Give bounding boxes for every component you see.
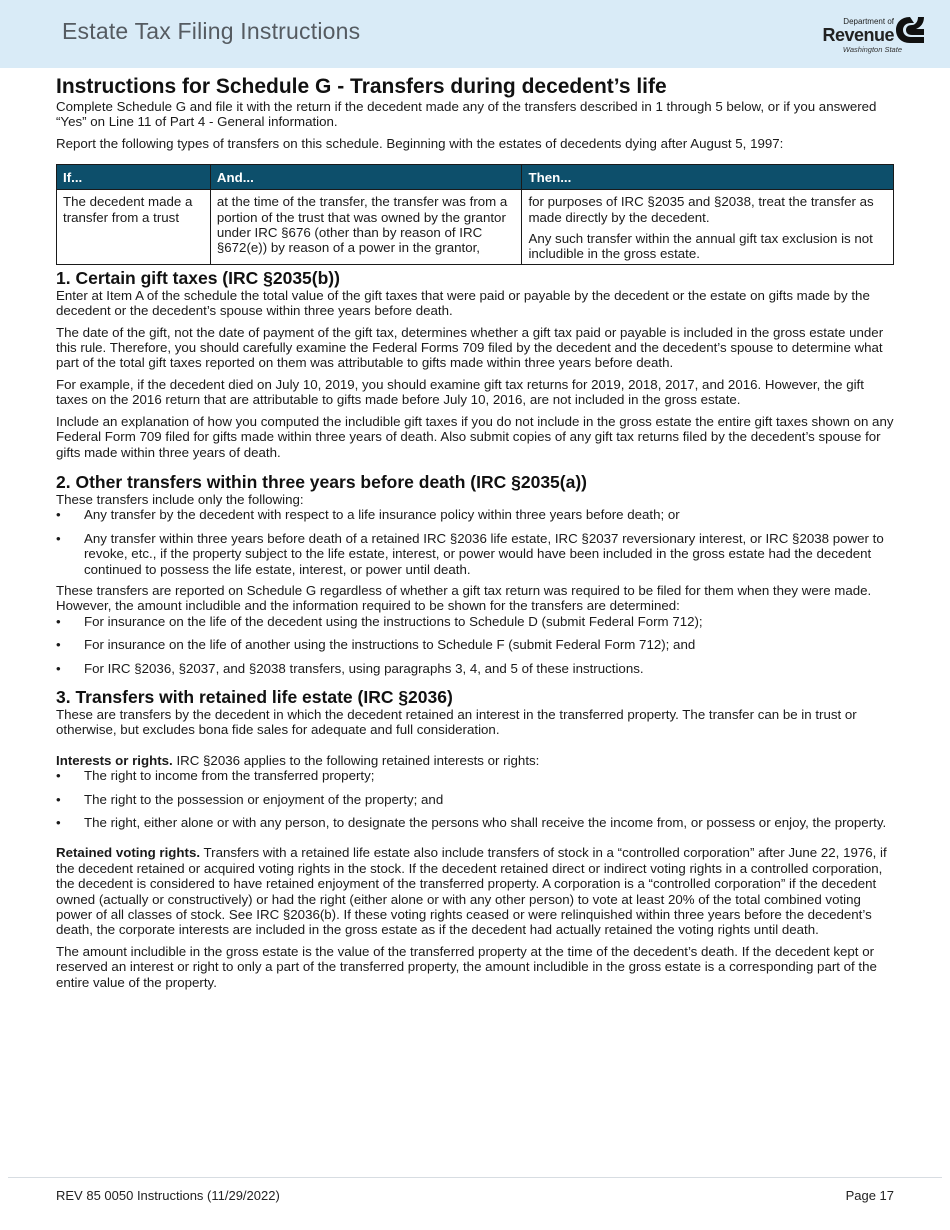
logo-dept-text: Department of (843, 17, 894, 26)
s3-final-paragraph: The amount includible in the gross estate is the value of the transferred property at the time of the decedent’s death. If the decedent kept or reserved an interest or right to only a part of the transferred property, the amount includible in the gross estate is a corresponding part of the entire value of the property. (56, 943, 877, 990)
section-1-heading: 1. Certain gift taxes (IRC §2035(b)) (56, 267, 340, 288)
page-header (0, 0, 950, 68)
s2-mid-paragraph: These transfers are reported on Schedule G regardless of whether a gift tax return was required to be filed for them when they were made. However, the amount includible and the information required to be shown for the transfers are determined: (56, 582, 872, 614)
footer-form-number: REV 85 0050 Instructions (11/29/2022) (56, 1188, 280, 1203)
header-title: Estate Tax Filing Instructions (62, 18, 361, 44)
cell-then (522, 190, 894, 265)
list-item: • The right to the possession or enjoyment of the property; and (56, 792, 894, 807)
s1-paragraph: The date of the gift, not the date of payment of the gift tax, determines whether a gift tax paid or payable is included in the gross estate under this rule. Therefore, you should carefully examine the Federal Forms 709 filed by the decedent and the decedent’s spouse to determine what part of the total gift taxes reported on them was attributable to gifts made within three years before death. (56, 324, 884, 371)
list-item: • The right to income from the transferred property; (56, 768, 894, 783)
s1-paragraph: Enter at Item A of the schedule the total value of the gift taxes that were paid or payable by the decedent or the estate on gifts made by the decedent or the decedent’s spouse within three years before death. (56, 287, 870, 319)
list-item: • For insurance on the life of another using the instructions to Schedule F (submit Federal Form 712); and (56, 637, 894, 652)
s2-lead: These transfers include only the following: (56, 491, 304, 507)
column-header-and: And... (210, 165, 522, 190)
s3-interests-paragraph (56, 753, 894, 768)
column-header-if: If... (57, 165, 211, 190)
main-content (56, 75, 894, 990)
interests-lead: Interests or rights. (56, 752, 173, 768)
s2-bullet-list-1 (56, 507, 894, 577)
section-3-heading: 3. Transfers with retained life estate (IRC §2036) (56, 686, 453, 707)
voting-text: Transfers with a retained life estate also include transfers of stock in a “controlled corporation” after June 22, 1976, if the decedent retained or acquired voting rights in the stock. If the decedent retained direct or indirect voting rights in a controlled corporation, the decedent is considered to have retained enjoyment of the transferred property. A corporation is a “controlled corporation” if the decedent owned (actually or constructively) or had the right (either alone or with any other person) to vote at least 20% of the total combined voting power of all classes of stock. See IRC §2036(b). If these voting rights ceased or were relinquished within three years before the decedent’s death, the corporate interests are included in the gross estate as if the decedent had actually retained the voting rights until death. (56, 845, 887, 938)
table-header-row (57, 165, 894, 190)
interests-text: IRC §2036 applies to the following retained interests or rights: (172, 752, 540, 768)
conditions-table (56, 164, 894, 265)
s3-voting-paragraph (56, 845, 894, 937)
section-2-heading: 2. Other transfers within three years before death (IRC §2035(a)) (56, 471, 587, 492)
voting-lead: Retained voting rights. (56, 845, 201, 861)
cell-if: The decedent made a transfer from a trust (57, 190, 211, 265)
s3-intro: These are transfers by the decedent in which the decedent retained an interest in the transferred property. The transfer can be in trust or otherwise, but excludes bona fide sales for adequate and full consideration. (56, 706, 857, 738)
cell-then-text-2: Any such transfer within the annual gift tax exclusion is not includible in the gross estate. (528, 231, 873, 262)
list-item: • The right, either alone or with any person, to designate the persons who shall receive the income from, or possess or enjoy, the property. (56, 815, 894, 830)
s3-bullet-list (56, 768, 894, 830)
dor-swoosh-icon (894, 15, 926, 45)
page-title: Instructions for Schedule G - Transfers during decedent’s life (56, 75, 667, 98)
list-item: • For insurance on the life of the decedent using the instructions to Schedule D (submit Federal Form 712); (56, 614, 894, 629)
logo-state-text: Washington State (842, 45, 902, 54)
column-header-then: Then... (522, 165, 894, 190)
list-item: • Any transfer within three years before death of a retained IRC §2036 life estate, IRC §2037 reversionary interest, or IRC §2038 power to revoke, etc., if the property subject to the life estate, interest, or power would have been included in the gross estate had the decedent continued to possess the life estate, interest, or power until death. (56, 531, 894, 577)
list-item: • For IRC §2036, §2037, and §2038 transfers, using paragraphs 3, 4, and 5 of these instructions. (56, 661, 894, 676)
footer-page-number: Page 17 (845, 1188, 894, 1203)
intro-paragraph-2: Report the following types of transfers on this schedule. Beginning with the estates of decedents dying after August 5, 1997: (56, 135, 784, 151)
s1-paragraph: Include an explanation of how you computed the includible gift taxes if you do not include in the gross estate the entire gift taxes shown on any Federal Form 709 filed for gifts made within three years of death. Also submit copies of any gift tax returns filed by the decedent’s spouse for gifts made within three years of death. (56, 413, 894, 460)
s2-bullet-list-2 (56, 614, 894, 676)
table-row (57, 190, 894, 265)
list-item: • Any transfer by the decedent with respect to a life insurance policy within three years before death; or (56, 507, 894, 522)
footer-divider (8, 1177, 942, 1178)
s1-paragraph: For example, if the decedent died on July 10, 2019, you should examine gift tax returns for 2019, 2018, 2017, and 2016. However, the gift taxes on the 2016 return that are attributable to gifts made before July 10, 2016, are not included in the gross estate. (56, 376, 864, 408)
cell-then-text-1: for purposes of IRC §2035 and §2038, treat the transfer as made directly by the decedent. (528, 194, 874, 225)
logo-name-text: Revenue (822, 25, 894, 45)
cell-and: at the time of the transfer, the transfer was from a portion of the trust that was owned by the grantor under IRC §676 (other than by reason of IRC §672(e)) by reason of a power in the grantor, (210, 190, 522, 265)
dor-logo (818, 13, 928, 59)
intro-paragraph-1: Complete Schedule G and file it with the return if the decedent made any of the transfers described in 1 through 5 below, or if you answered “Yes” on Line 11 of Part 4 - General information. (56, 99, 877, 130)
